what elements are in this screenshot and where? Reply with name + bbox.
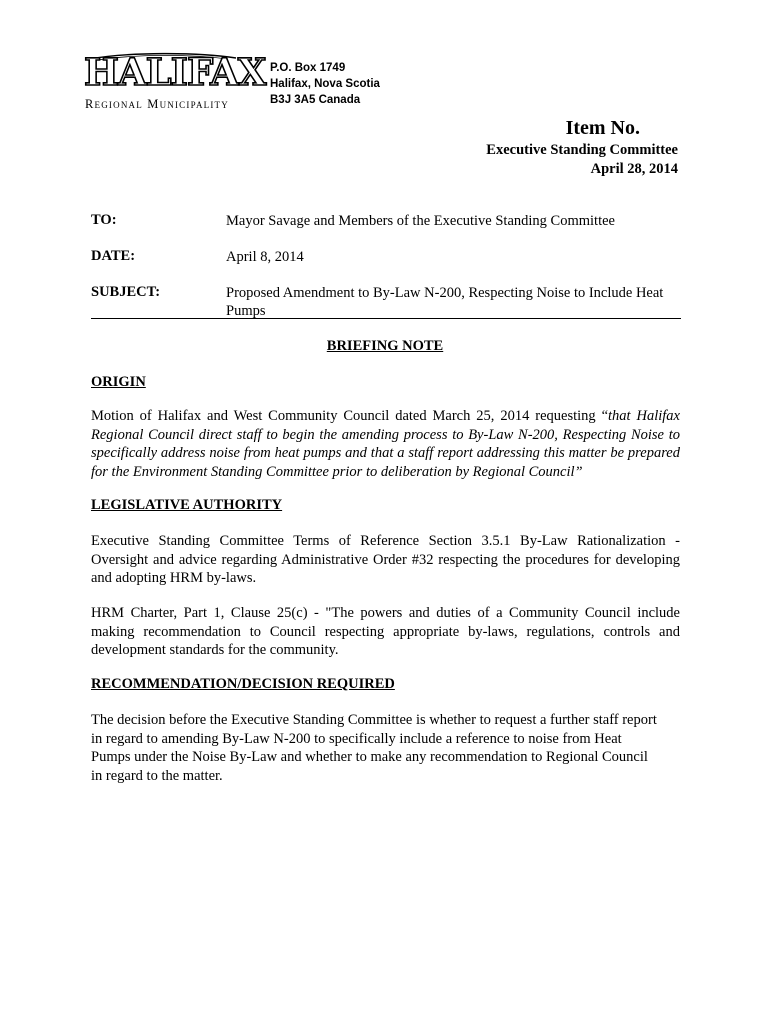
recommendation-heading: RECOMMENDATION/DECISION REQUIRED	[91, 676, 395, 692]
origin-paragraph	[91, 407, 680, 481]
legislative-heading: LEGISLATIVE AUTHORITY	[91, 497, 283, 513]
to-value: Mayor Savage and Members of the Executive Standing Committee	[226, 213, 615, 229]
logo-subtitle: Regional Municipality	[85, 97, 229, 111]
legislative-paragraph-2: HRM Charter, Part 1, Clause 25(c) - "The powers and duties of a Community Council include making recommendation to Council respecting appropriate by-laws, regulations, controls and development standards for the community.	[91, 605, 680, 658]
briefing-title: BRIEFING NOTE	[326, 338, 444, 354]
header-divider	[91, 318, 681, 319]
origin-lead: Motion of Halifax and West Community Council dated March 25, 2014 requesting “	[91, 408, 609, 424]
date-value: April 8, 2014	[226, 249, 304, 265]
recommendation-paragraph: The decision before the Executive Standing Committee is whether to request a further staff report in regard to amending By-Law N-200 to specifically include a reference to noise from Heat Pumps under the Noise By-Law and whether to make any recommendation to Regional Council in regard to the matter.	[91, 712, 657, 784]
committee-name: Executive Standing Committee	[486, 142, 678, 158]
committee-header	[486, 141, 678, 179]
halifax-logo-wordmark: HALIFAX	[84, 50, 266, 94]
address-line-2: Halifax, Nova Scotia	[270, 78, 380, 90]
address-line-1: P.O. Box 1749	[270, 62, 346, 74]
item-number: Item No.	[565, 117, 640, 139]
origin-quote: that Halifax Regional Council direct staff to begin the amending process to By-Law N-200, Respecting Noise to specifically address noise from heat pumps and that a staff report addressing this matter be prepared for the Environment Standing Committee prior to deliberation by Regional Council”	[91, 408, 680, 480]
address-line-3: B3J 3A5 Canada	[270, 94, 361, 106]
subject-label: SUBJECT:	[91, 284, 161, 300]
subject-value: Proposed Amendment to By-Law N-200, Respecting Noise to Include Heat Pumps	[226, 285, 664, 319]
date-label: DATE:	[91, 248, 136, 264]
origin-heading: ORIGIN	[91, 374, 146, 390]
legislative-paragraph-1: Executive Standing Committee Terms of Reference Section 3.5.1 By-Law Rationalization - Oversight and advice regarding Administrative Order #32 respecting the procedures for developing and adopting HRM by-laws.	[91, 533, 680, 586]
meeting-date: April 28, 2014	[590, 161, 678, 177]
to-label: TO:	[91, 212, 117, 228]
